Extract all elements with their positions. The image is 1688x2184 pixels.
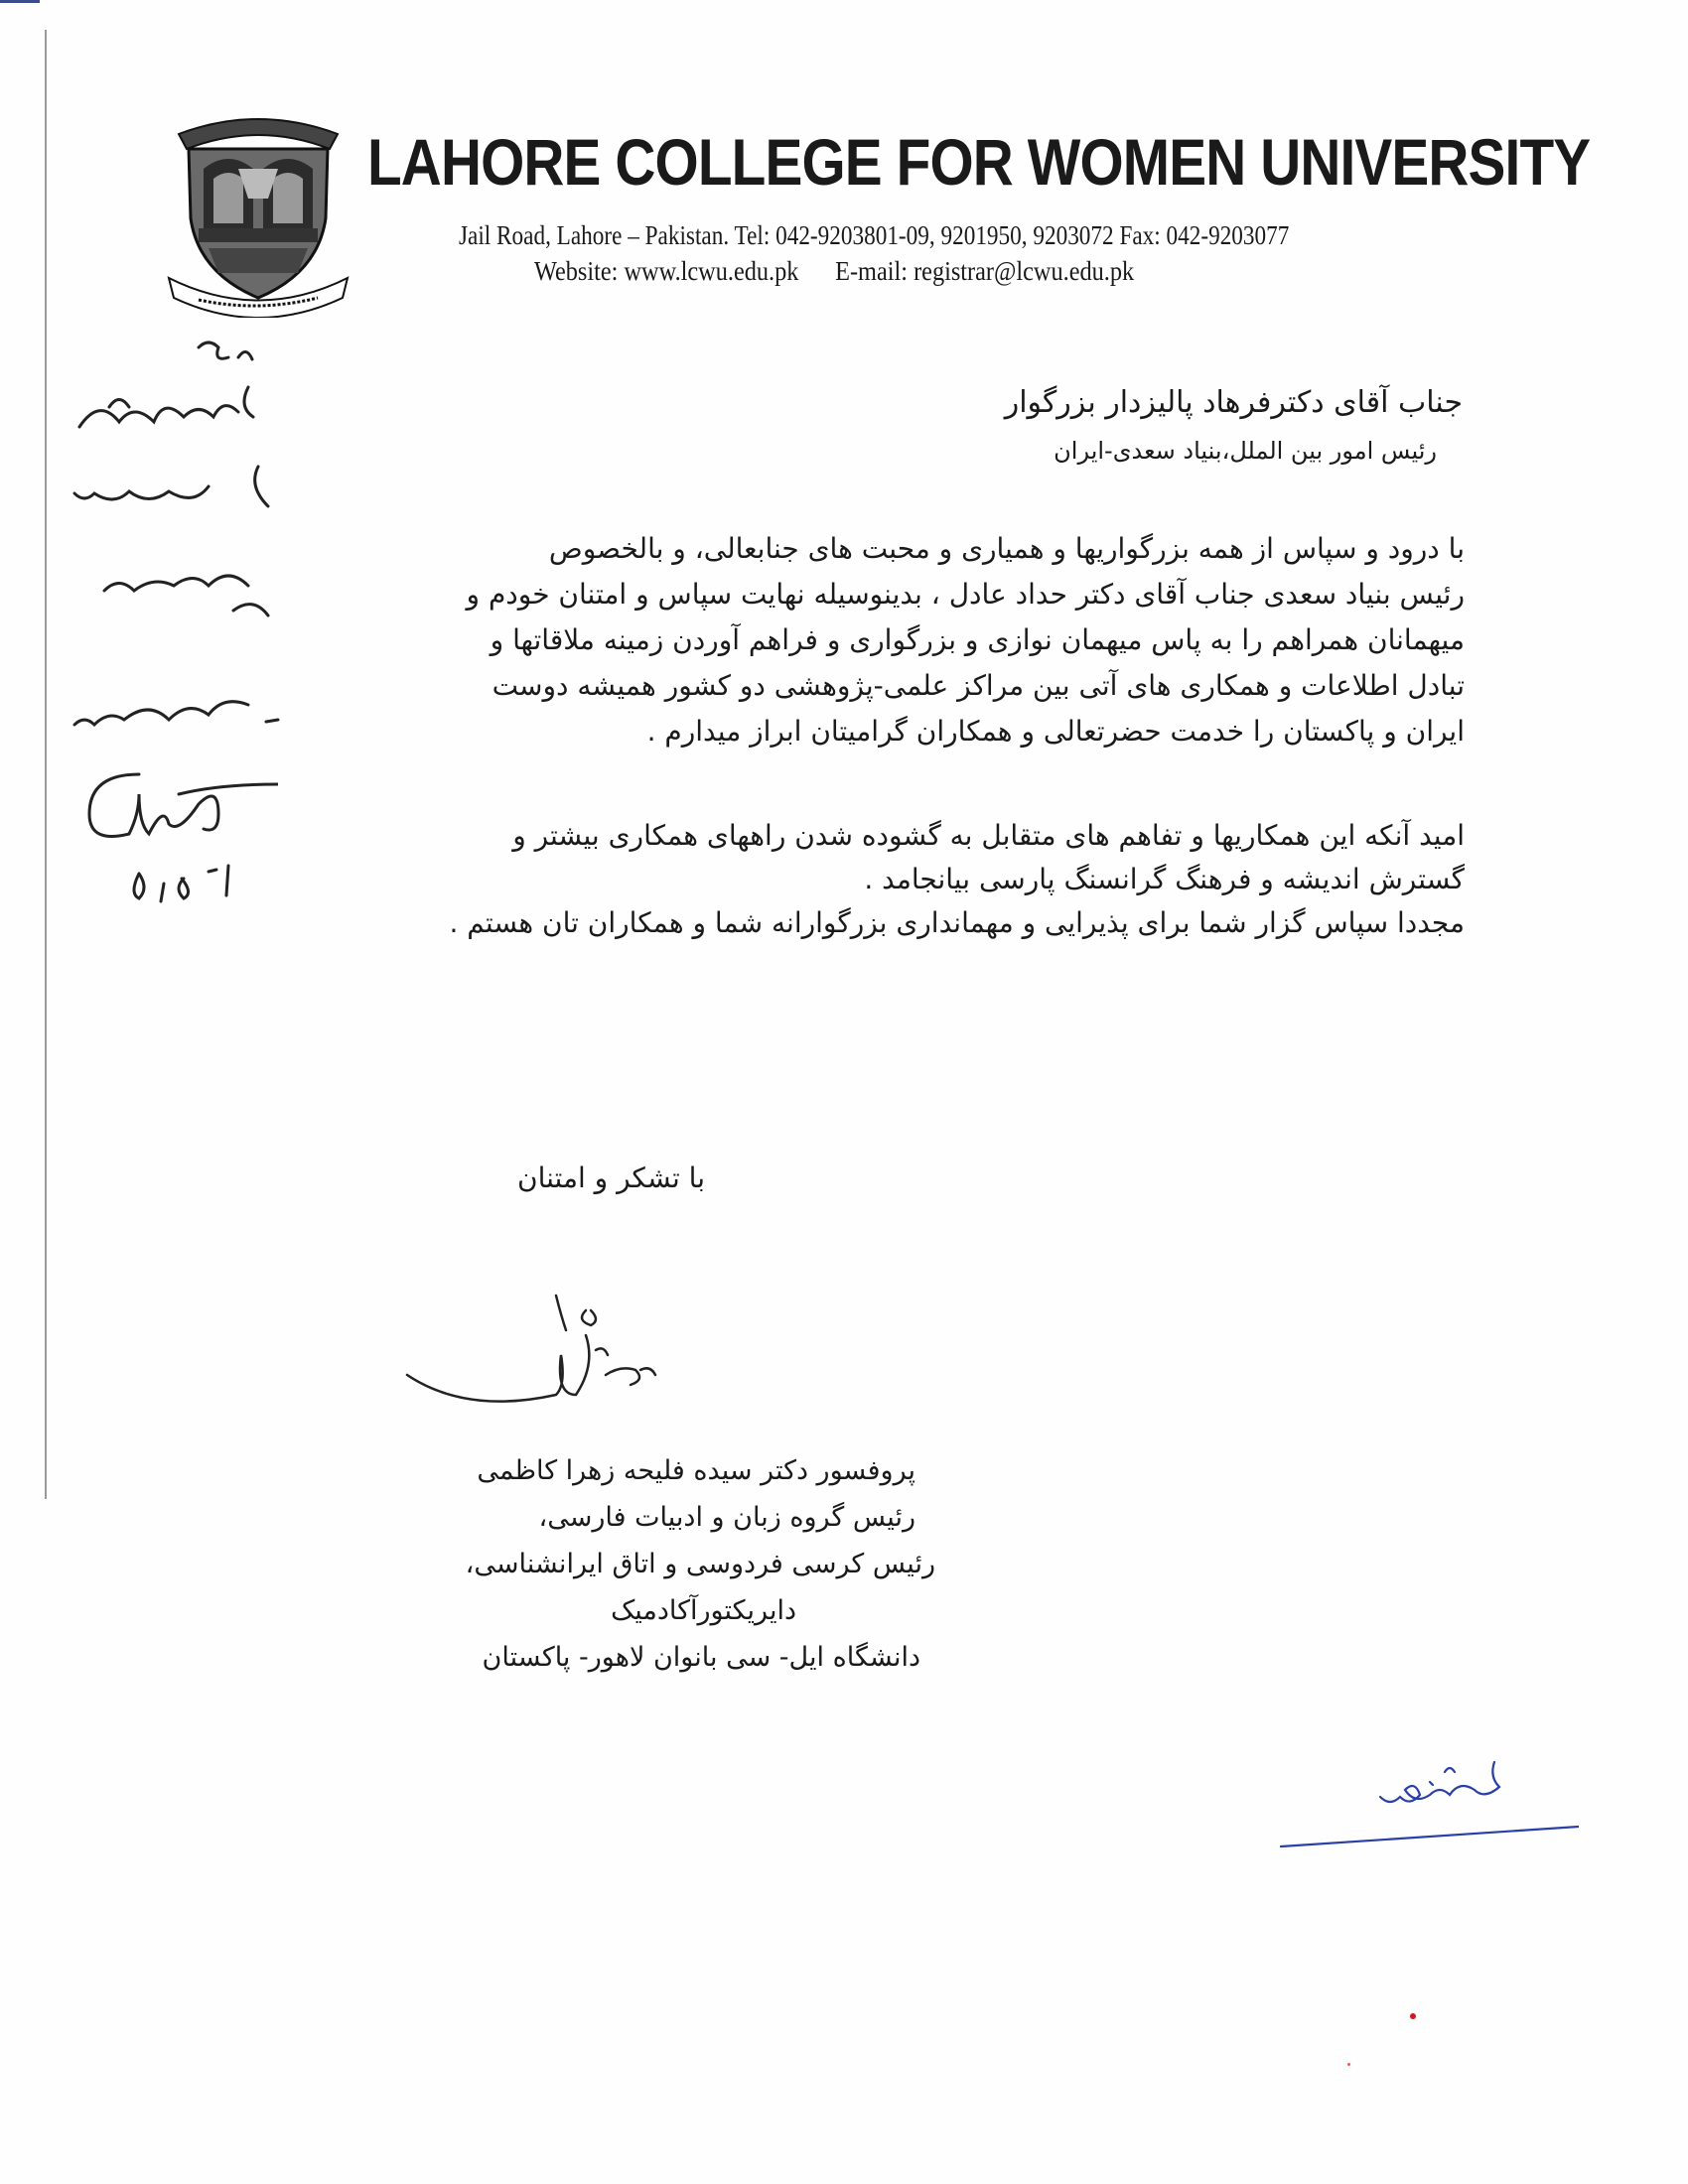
university-crest-logo — [159, 109, 357, 318]
body-line: میهمانان همراهم را به پاس میهمان نوازی و بزرگواری و فراهم آوردن زمینه ملاقاتها و — [490, 623, 1465, 656]
body-line: امید آنکه این همکاریها و تفاهم های متقابل به گشوده شدن راههای همکاری بیشتر و — [512, 819, 1465, 852]
university-name: LAHORE COLLEGE FOR WOMEN UNIVERSITY — [367, 125, 1591, 199]
handwritten-signature — [397, 1291, 715, 1430]
web-email-line — [534, 256, 1134, 287]
signatory-role: رئیس گروه زبان و ادبیات فارسی، — [538, 1502, 915, 1533]
blue-handwritten-note — [1271, 1737, 1579, 1866]
signatory-institution: دانشگاه ایل- سی بانوان لاهور- پاکستان — [482, 1642, 920, 1673]
body-line: مجددا سپاس گزار شما برای پذیرایی و مهمانداری بزرگوارانه شما و همکاران تان هستم . — [449, 906, 1465, 939]
website-label: Website: — [534, 256, 619, 286]
email-link[interactable]: registrar@lcwu.edu.pk — [914, 256, 1135, 286]
signatory-role: رئیس کرسی فردوسی و اتاق ایرانشناسی، — [465, 1549, 935, 1579]
body-line: گسترش اندیشه و فرهنگ گرانسنگ پارسی بیانجامد . — [864, 863, 1465, 895]
email-label: E-mail: — [835, 256, 908, 286]
scan-artifact-top — [0, 0, 40, 3]
red-ink-mark — [1410, 2013, 1416, 2019]
body-paragraph-2 — [174, 814, 1465, 945]
red-ink-mark — [1347, 2063, 1350, 2066]
recipient-name: جناب آقای دکترفرهاد پالیزدار بزرگوار — [1004, 385, 1463, 420]
body-line: ایران و پاکستان را خدمت حضرتعالی و همکاران گرامیتان ابراز میدارم . — [646, 715, 1465, 748]
closing-phrase: با تشکر و امتنان — [517, 1161, 705, 1194]
recipient-title: رئیس امور بین الملل،بنیاد سعدی-ایران — [1054, 437, 1437, 465]
signatory-name: پروفسور دکتر سیده فلیحه زهرا کاظمی — [477, 1455, 915, 1486]
body-paragraph-1 — [174, 526, 1465, 754]
contact-address: Jail Road, Lahore – Pakistan. Tel: 042-9203801-09, 9201950, 9203072 Fax: 042-9203077 — [459, 220, 1290, 250]
body-line: تبادل اطلاعات و همکاری های آتی بین مراکز علمی-پژوهشی دو کشور همیشه دوست — [492, 669, 1465, 702]
body-line: رئیس بنیاد سعدی جناب آقای دکتر حداد عادل ، بدینوسیله نهایت سپاس و امتنان خودم و — [466, 578, 1465, 611]
signatory-role: دایریکتورآکادمیک — [611, 1595, 796, 1626]
website-link[interactable]: www.lcwu.edu.pk — [624, 256, 799, 286]
body-line: با درود و سپاس از همه بزرگواریها و همیاری و محبت های جنابعالی، و بالخصوص — [548, 532, 1465, 565]
signatory-block — [465, 1447, 935, 1681]
